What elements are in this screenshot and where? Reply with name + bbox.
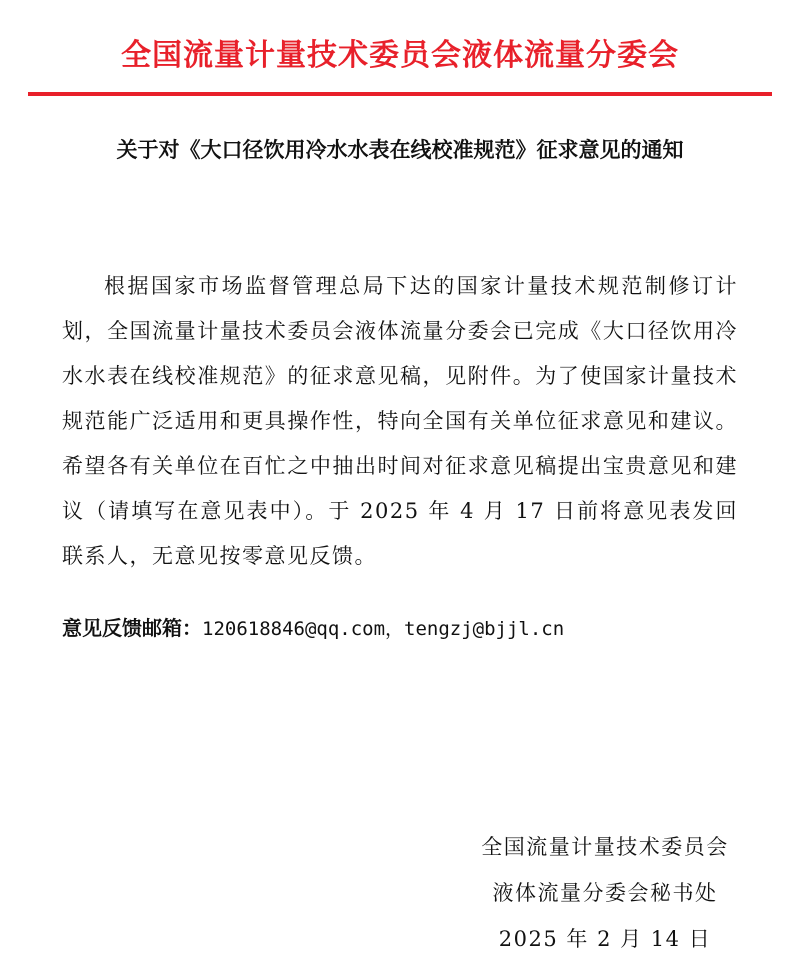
notice-title: 关于对《大口径饮用冷水水表在线校准规范》征求意见的通知 [116, 138, 684, 162]
signature-committee: 全国流量计量技术委员会 [481, 835, 729, 859]
feedback-label: 意见反馈邮箱： [62, 616, 202, 640]
feedback-line [62, 612, 564, 641]
organization-header: 全国流量计量技术委员会液体流量分委会 [121, 38, 679, 73]
notice-body: 根据国家市场监督管理总局下达的国家计量技术规范制修订计划，全国流量计量技术委员会液体流量分委会已完成《大口径饮用冷水水表在线校准规范》的征求意见稿，见附件。为了使国家计量技术规范能广泛适用和更具操作性，特向全国有关单位征求意见和建议。希望各有关单位在百忙之中抽出时间对征求意见稿提出宝贵意见和建议（请填写在意见表中）。于 2025 年 4 月 17 日前将意见表发回联系人，无意见按零意见反馈。 [62, 274, 738, 568]
signature-secretariat: 液体流量分委会秘书处 [492, 881, 718, 905]
signature-block [440, 824, 770, 962]
header-divider [28, 92, 772, 96]
signature-date: 2025 年 2 月 14 日 [498, 927, 712, 951]
feedback-emails: 120618846@qq.com，tengzj@bjjl.cn [202, 618, 565, 640]
